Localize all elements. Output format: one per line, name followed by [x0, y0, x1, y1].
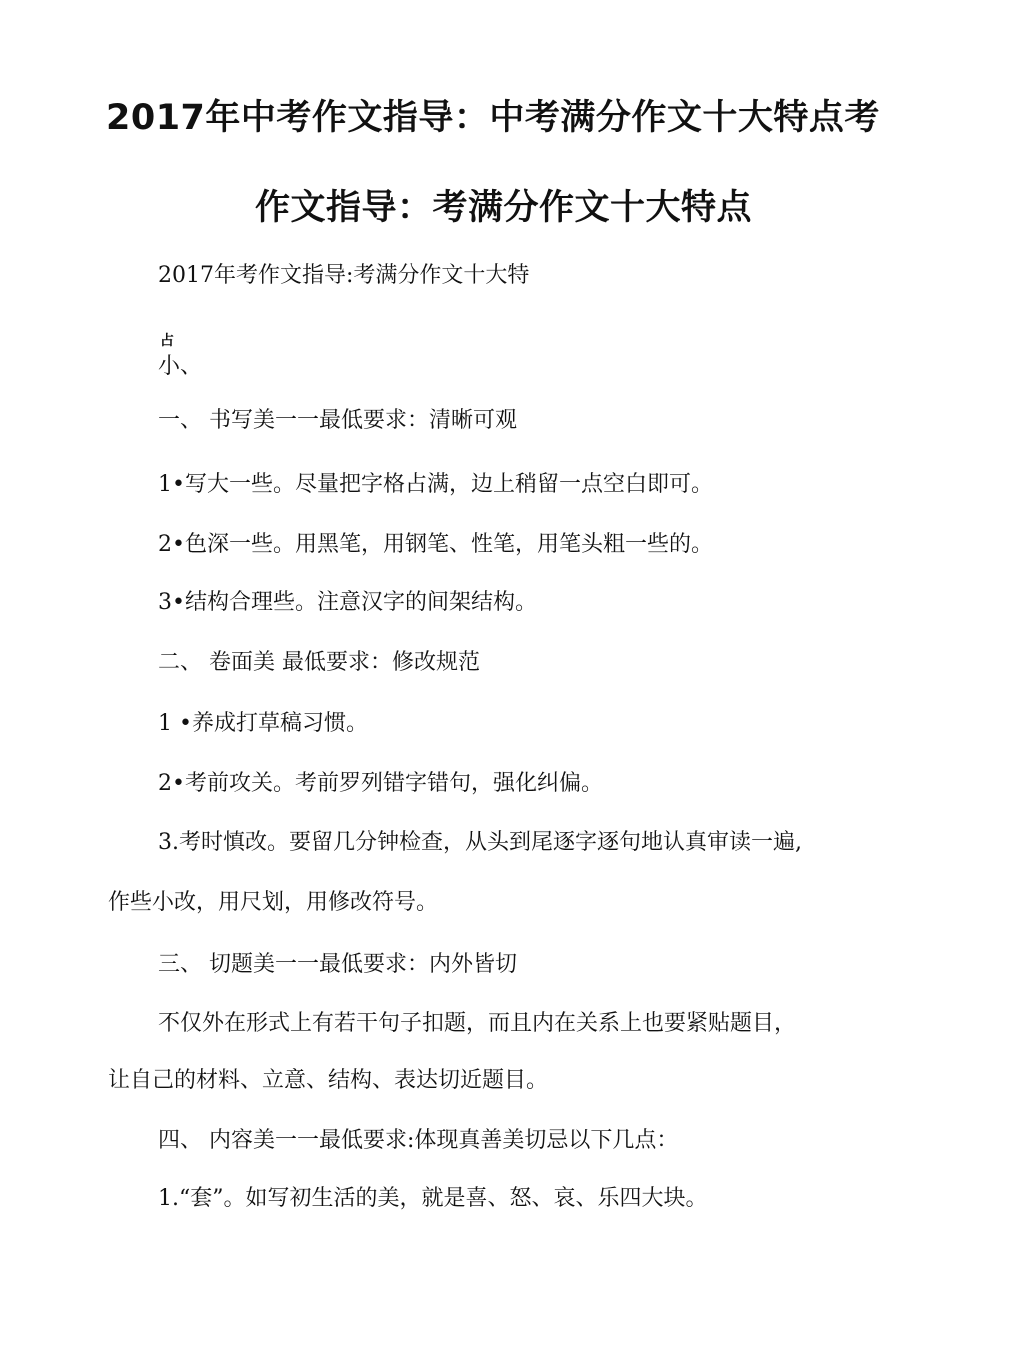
paragraph: 2•色深一些。用黑笔，用钢笔、性笔，用笔头粗一些的。 — [158, 532, 713, 557]
paragraph: 3•结构合理些。注意汉字的间架结构。 — [158, 590, 537, 615]
paragraph: 1•写大一些。尽量把字格占满，边上稍留一点空白即可。 — [158, 472, 713, 497]
paragraph-heading-4: 四、 内容美一一最低要求:体现真善美切忌以下几点： — [158, 1128, 679, 1153]
paragraph-heading-3: 三、 切题美一一最低要求：内外皆切 — [158, 952, 517, 977]
paragraph-continuation: 作些小改，用尺划，用修改符号。 — [108, 890, 439, 915]
paragraph-heading-1: 一、 书写美一一最低要求：清晰可观 — [158, 408, 517, 433]
paragraph-heading-2: 二、 卷面美 最低要求：修改规范 — [158, 650, 480, 675]
paragraph: 1.“套”。如写初生活的美，就是喜、怒、哀、乐四大块。 — [158, 1186, 708, 1211]
stray-char-bold: 占 — [160, 333, 174, 349]
paragraph-continuation: 让自己的材料、立意、结构、表达切近题目。 — [108, 1068, 549, 1093]
title-line-1: 2017年中考作文指导：中考满分作文十大特点考 — [106, 98, 880, 138]
paragraph: 3.考时慎改。要留几分钟检查，从头到尾逐字逐句地认真审读一遍, — [158, 830, 802, 855]
stray-char: 小、 — [158, 354, 203, 379]
subtitle: 2017年考作文指导:考满分作文十大特 — [158, 263, 530, 288]
paragraph: 2•考前攻关。考前罗列错字错句，强化纠偏。 — [158, 771, 603, 796]
paragraph: 不仅外在形式上有若干句子扣题，而且内在关系上也要紧贴题目， — [158, 1011, 797, 1036]
paragraph: 1 •养成打草稿习惯。 — [158, 711, 368, 736]
title-line-2: 作文指导：考满分作文十大特点 — [255, 188, 753, 228]
